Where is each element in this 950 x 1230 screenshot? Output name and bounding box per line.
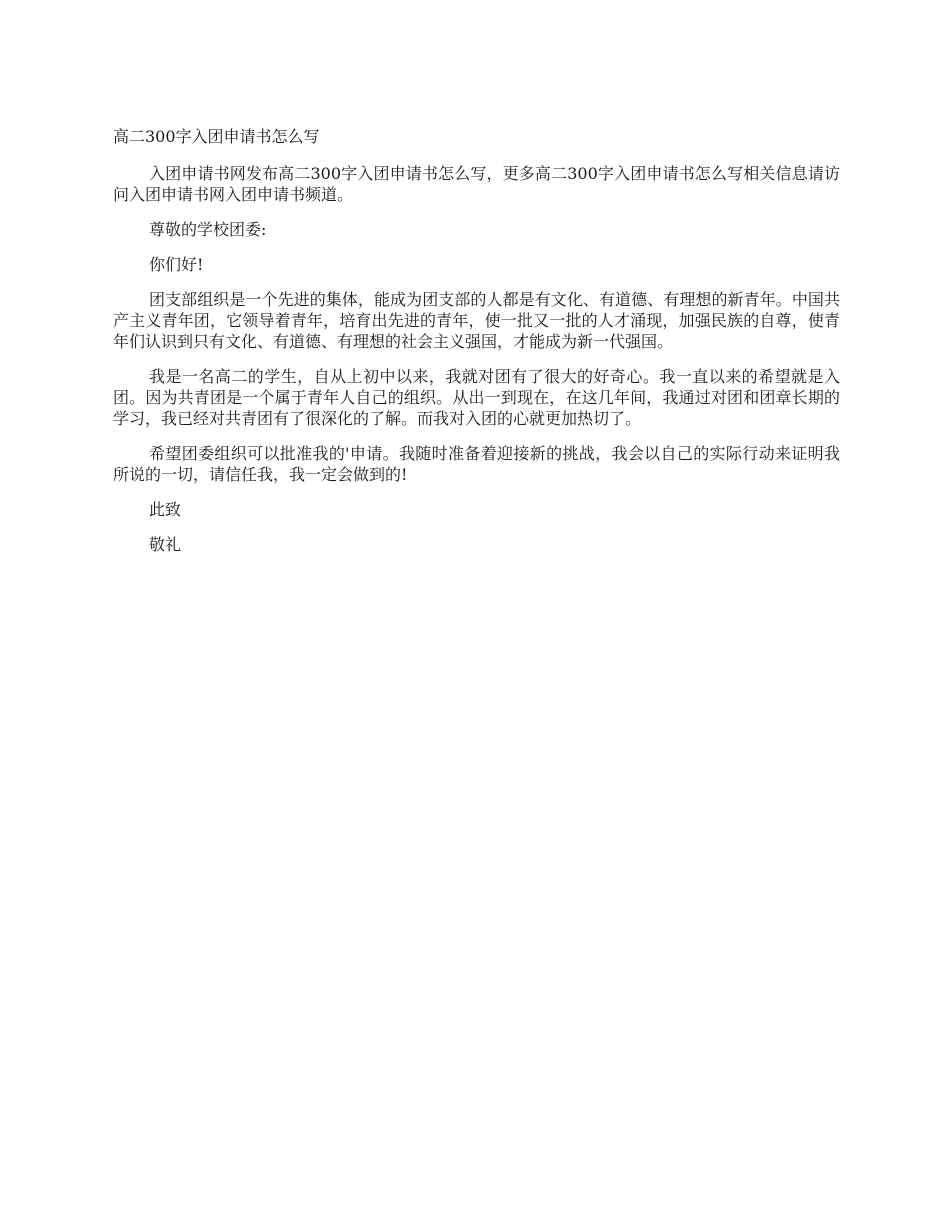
intro-paragraph: 入团申请书网发布高二300字入团申请书怎么写，更多高二300字入团申请书怎么写相关信息请访问入团申请书网入团申请书频道。 — [113, 164, 840, 204]
salutation: 尊敬的学校团委: — [149, 220, 267, 239]
body-paragraph-3: 希望团委组织可以批准我的'申请。我随时准备着迎接新的挑战，我会以自己的实际行动来证明我所说的一切，请信任我，我一定会做到的! — [113, 444, 840, 484]
body-paragraph-2: 我是一名高二的学生，自从上初中以来，我就对团有了很大的好奇心。我一直以来的希望就是入团。因为共青团是一个属于青年人自己的组织。从出一到现在，在这几年间，我通过对团和团章长期的学习，我已经对共青团有了很深化的了解。而我对入团的心就更加热切了。 — [113, 367, 840, 428]
closing-line-1: 此致 — [149, 500, 182, 519]
document-body — [113, 126, 840, 569]
closing-line-2: 敬礼 — [149, 535, 182, 554]
body-paragraph-1: 团支部组织是一个先进的集体，能成为团支部的人都是有文化、有道德、有理想的新青年。中国共产主义青年团，它领导着青年，培育出先进的青年，使一批又一批的人才涌现，加强民族的自尊，使青年们认识到只有文化、有道德、有理想的社会主义强国，才能成为新一代强国。 — [113, 290, 840, 351]
document-title: 高二300字入团申请书怎么写 — [113, 127, 320, 146]
greeting: 你们好! — [149, 255, 204, 274]
